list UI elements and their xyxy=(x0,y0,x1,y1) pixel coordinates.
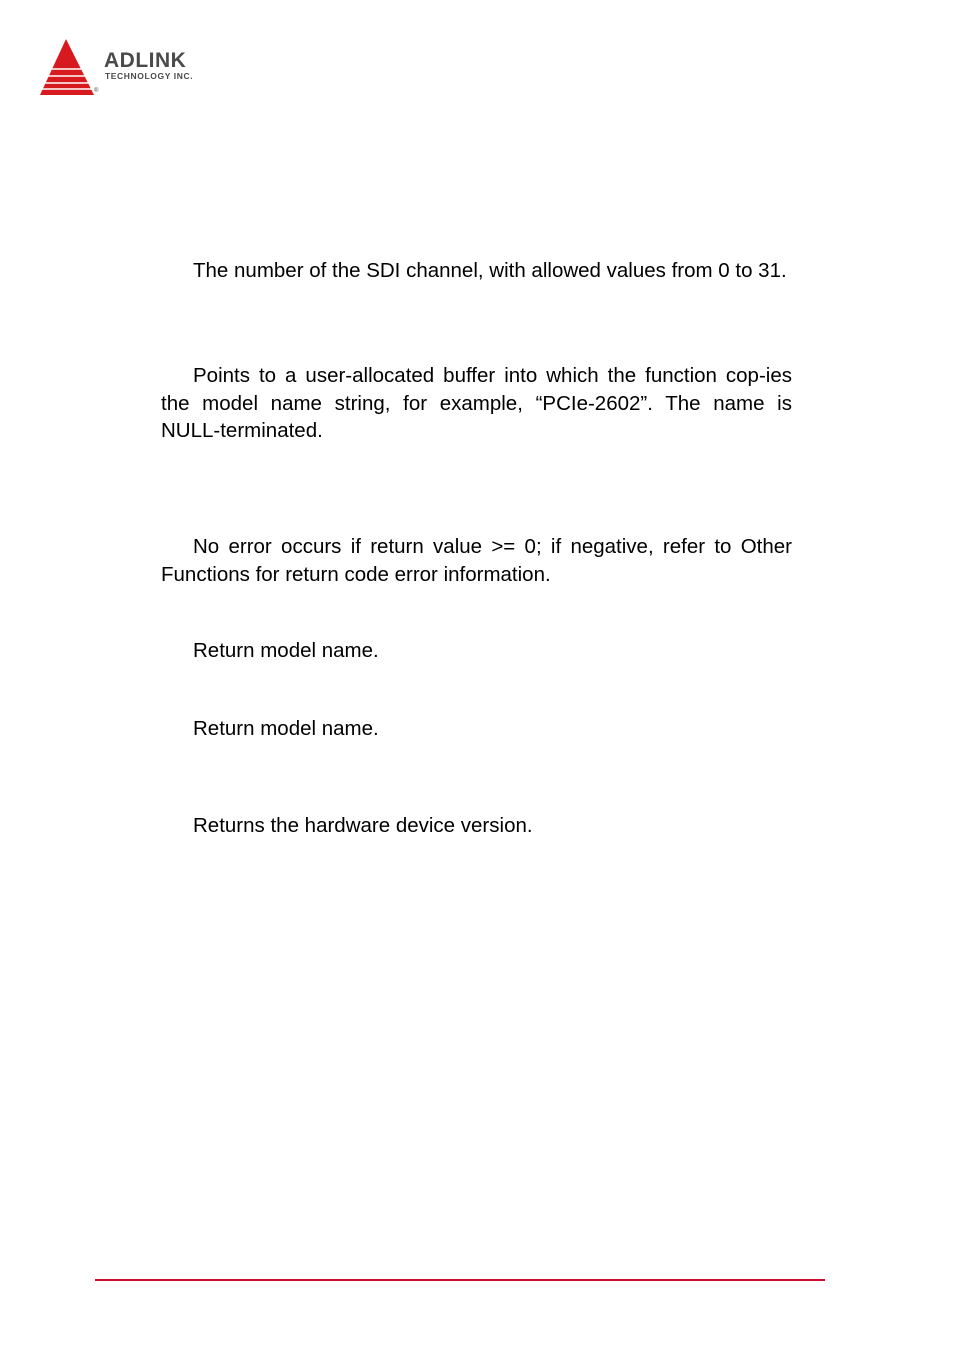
adlink-triangle-logo-icon xyxy=(38,38,100,100)
paragraph-return-model-name-2: Return model name. xyxy=(193,717,379,740)
paragraph-return-code: No error occurs if return value >= 0; if negative, refer to Other Functions for return code error information. xyxy=(161,535,792,586)
footer-divider xyxy=(95,1279,825,1281)
paragraph-buffer-description: Points to a user-allocated buffer into which the function cop-ies the model name string, for example, “PCIe-2602”. The name is NULL-terminated. xyxy=(161,364,792,442)
company-logo xyxy=(38,38,238,100)
logo-wordmark: ADLINK xyxy=(104,49,187,72)
paragraph-hardware-version: Returns the hardware device version. xyxy=(193,814,533,837)
logo-registered-mark: ® xyxy=(94,88,99,94)
paragraph-return-model-name: Return model name. xyxy=(193,639,379,662)
logo-subtitle: TECHNOLOGY INC. xyxy=(105,71,194,81)
paragraph-channel-description: The number of the SDI channel, with allowed values from 0 to 31. xyxy=(193,259,787,282)
